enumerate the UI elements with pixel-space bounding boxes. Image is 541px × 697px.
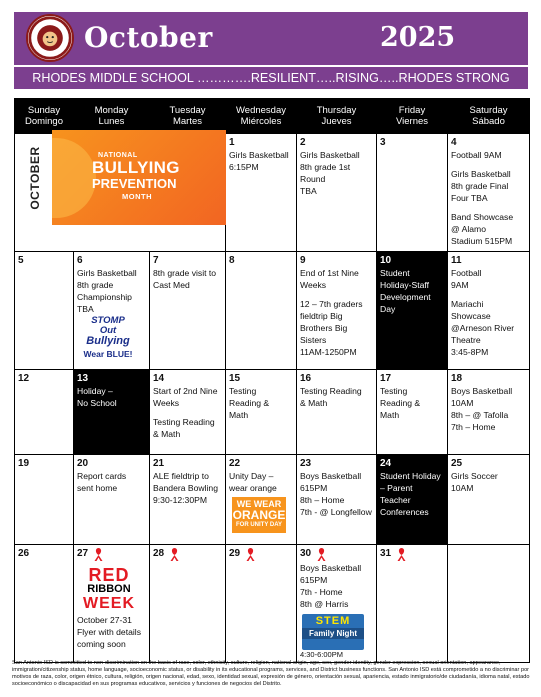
weekday-sunday: Sunday Domingo (15, 99, 74, 134)
day-cell-12: 12 (15, 370, 74, 455)
day-cell-23: 23 Boys Basketball 615PM 8th – Home 7th - @ Longfellow (297, 455, 377, 545)
day-cell-9: 9 End of 1st Nine Weeks 12 – 7th graders fieldtrip Big Brothers Big Sisters 11AM-1250PM (297, 252, 377, 370)
bullying-prevention-banner: NATIONAL BULLYING PREVENTION MONTH (52, 130, 226, 225)
silhouette-head-icon (52, 138, 96, 218)
day-cell-24: 24 Student Holiday – Parent Teacher Conferences (377, 455, 448, 545)
day-cell-2: 2 Girls Basketball 8th grade 1st Round TBA (297, 134, 377, 252)
lion-crest-icon (28, 16, 72, 60)
day-cell-30: 30 Boys Basketball 615PM 7th - Home 8th @ Harris 4:30-6:00PM (297, 545, 377, 663)
weekday-header-row (15, 99, 530, 134)
day-cell-18: 18 Boys Basketball 10AM 8th – @ Tafolla 7th – Home (448, 370, 530, 455)
unity-day-badge: WE WEAR ORANGE FOR UNITY DAY (232, 497, 286, 533)
day-cell-3: 3 (377, 134, 448, 252)
day-cell-4: 4 Football 9AM Girls Basketball 8th grade Final Four TBA Band Showcase @ Alamo Stadium 515PM (448, 134, 530, 252)
day-cell-14: 14 Start of 2nd Nine Weeks Testing Reading & Math (150, 370, 226, 455)
nondiscrimination-footer: San Antonio ISD is committed to non-discrimination on the basis of race, color, ethnicity, culture, religion, national origin, age, sex, gender identity, gender expression, sexual orientation, appearance, immigration/citizenship status, home language, socioeconomic status, or disability in its educational programs, services, and District business functions. San Antonio ISD está comprometido a no discriminar por motivos de raza, color, origen étnico, cultura, religión, origen nacional, edad, sexo, identidad sexual, expresión de género, orientación sexual, apariencia, estado inmigratorio/de ciudadanía, idioma natal, estado socioeconómico o discapacidad en sus programas educativos, servicios y funciones de negocios del Distrito. (12, 660, 530, 687)
bullying-prevention-graphic (24, 130, 226, 225)
day-cell-29: 29 (226, 545, 297, 663)
day-cell-6: 6 Girls Basketball 8th grade Championship TBA (74, 252, 150, 370)
month-title: October (84, 21, 213, 54)
red-ribbon-icon (316, 547, 327, 562)
weekday-wednesday: Wednesday Miércoles (226, 99, 297, 134)
red-ribbon-icon (245, 547, 256, 562)
weekday-monday: Monday Lunes (74, 99, 150, 134)
day-cell-13: 13 Holiday – No School (74, 370, 150, 455)
day-cell-17: 17 Testing Reading & Math (377, 370, 448, 455)
day-cell-5: 5 (15, 252, 74, 370)
day-cell-21: 21 ALE fieldtrip to Bandera Bowling 9:30-12:30PM (150, 455, 226, 545)
red-ribbon-icon (396, 547, 407, 562)
stem-family-night-graphic: STEM Family Night (302, 614, 364, 650)
red-ribbon-week-graphic: RED RIBBON WEEK (83, 565, 135, 612)
year-title: 2025 (380, 22, 456, 53)
school-motto: RHODES MIDDLE SCHOOL ………….RESILIENT…..RISING…..RHODES STRONG (14, 67, 528, 89)
weekday-thursday: Thursday Jueves (297, 99, 377, 134)
day-cell-28: 28 (150, 545, 226, 663)
day-cell-19: 19 (15, 455, 74, 545)
school-logo (26, 14, 74, 62)
week-row-3 (15, 370, 530, 455)
empty-cell (448, 545, 530, 663)
day-cell-26: 26 (15, 545, 74, 663)
day-cell-31: 31 (377, 545, 448, 663)
day-cell-10: 10 Student Holiday-Staff Development Day (377, 252, 448, 370)
october-vertical-label: OCTOBER (28, 145, 42, 210)
red-ribbon-icon (93, 547, 104, 562)
day-cell-16: 16 Testing Reading & Math (297, 370, 377, 455)
day-cell-20: 20 Report cards sent home (74, 455, 150, 545)
weekday-friday: Friday Viernes (377, 99, 448, 134)
day-cell-1: 1 Girls Basketball 6:15PM (226, 134, 297, 252)
day-cell-15: 15 Testing Reading & Math (226, 370, 297, 455)
day-cell-7: 7 8th grade visit to Cast Med (150, 252, 226, 370)
stomp-out-bullying-graphic: STOMP Out Bullying Wear BLUE! (83, 315, 133, 359)
day-cell-8: 8 (226, 252, 297, 370)
day-cell-22: 22 Unity Day – wear orange (226, 455, 297, 545)
day-cell-11: 11 Football 9AM Mariachi Showcase @Arneson River Theatre 3:45-8PM (448, 252, 530, 370)
day-cell-27: 27 October 27-31 Flyer with details coming soon (74, 545, 150, 663)
red-ribbon-icon (169, 547, 180, 562)
weekday-tuesday: Tuesday Martes (150, 99, 226, 134)
day-cell-25: 25 Girls Soccer 10AM (448, 455, 530, 545)
weekday-saturday: Saturday Sábado (448, 99, 530, 134)
